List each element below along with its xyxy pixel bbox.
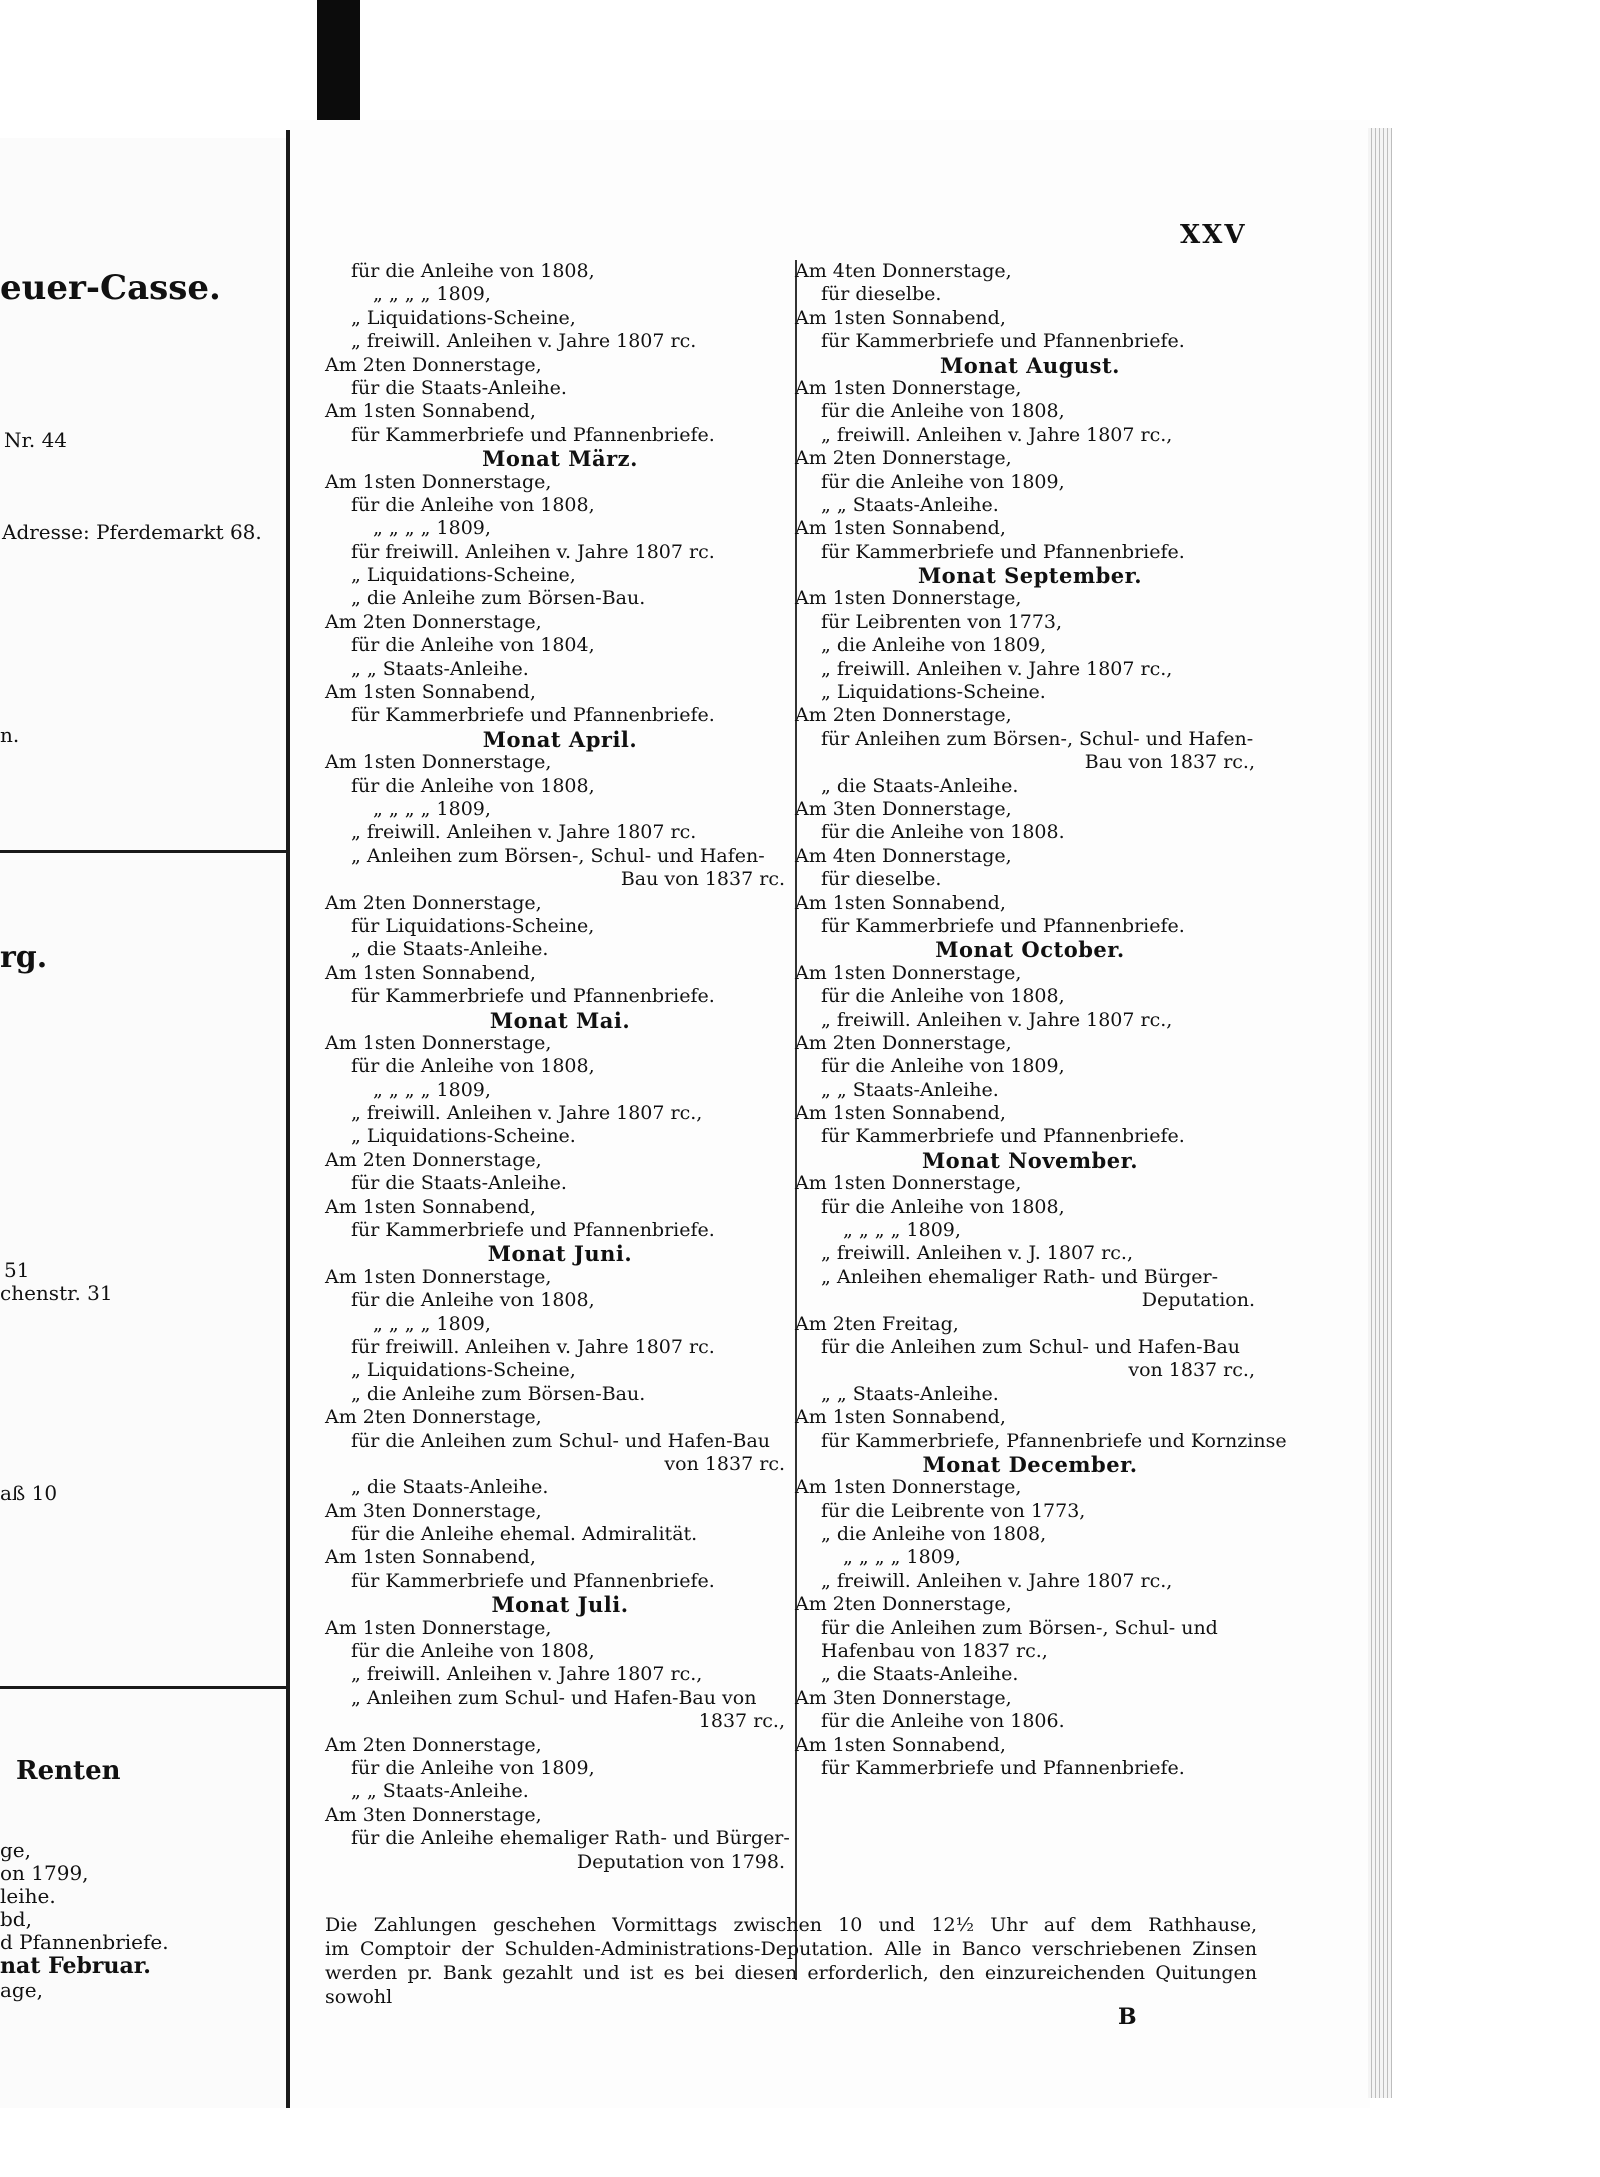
schedule-line: für die Anleihe von 1809, (821, 1055, 1065, 1078)
schedule-line: Deputation von 1798. (576, 1850, 785, 1873)
schedule-line: „ die Anleihe von 1808, (821, 1523, 1047, 1546)
schedule-line: Am 1sten Donnerstage, (795, 376, 1022, 399)
schedule-line: Deputation. (1141, 1289, 1255, 1312)
schedule-line: Am 3ten Donnerstage, (325, 1803, 542, 1826)
left-frag-ge2: age, (0, 1978, 43, 2002)
left-nr-44: Nr. 44 (4, 428, 68, 452)
ribbon-bookmark (317, 0, 360, 140)
payment-note-line-3: werden pr. Bank gezahlt und ist es bei diesen erforderlich, den einzureichenden Quitungen sowohl (325, 1962, 1257, 2008)
schedule-line: für die Anleihe von 1808, (821, 985, 1065, 1008)
month-heading: Monat Mai. (489, 1007, 631, 1033)
schedule-line: für dieselbe. (821, 283, 942, 306)
schedule-line: für die Anleihe von 1808, (351, 1640, 595, 1663)
left-page (0, 138, 289, 2108)
schedule-line: Am 1sten Donnerstage, (325, 1616, 552, 1639)
schedule-line: für Kammerbriefe und Pfannenbriefe. (351, 1219, 715, 1242)
schedule-line: „ freiwill. Anleihen v. Jahre 1807 rc., (351, 1102, 703, 1125)
schedule-line: „ freiwill. Anleihen v. Jahre 1807 rc., (821, 1008, 1173, 1031)
schedule-line: für die Anleihe von 1808, (821, 400, 1065, 423)
schedule-line: „ die Anleihe von 1809, (821, 634, 1047, 657)
schedule-line: Am 2ten Donnerstage, (795, 1593, 1012, 1616)
payment-note (325, 1913, 1257, 2009)
left-rule-2 (0, 1686, 286, 1689)
column-left (325, 260, 795, 1874)
schedule-line: für Liquidations-Scheine, (351, 914, 595, 937)
schedule-line: Am 4ten Donnerstage, (795, 260, 1012, 282)
schedule-line: „ „ „ „ 1809, (373, 797, 491, 820)
schedule-line: Am 1sten Sonnabend, (795, 891, 1006, 914)
schedule-line: Am 2ten Donnerstage, (325, 1733, 542, 1756)
schedule-line: Am 1sten Sonnabend, (325, 961, 536, 984)
month-heading: Monat November. (921, 1147, 1139, 1173)
schedule-line: für Anleihen zum Börsen-, Schul- und Hafen- (821, 727, 1254, 750)
schedule-line: Am 1sten Sonnabend, (795, 1733, 1006, 1756)
schedule-line: „ „ Staats-Anleihe. (351, 657, 529, 680)
schedule-line: „ die Staats-Anleihe. (821, 1663, 1019, 1686)
schedule-line: „ „ Staats-Anleihe. (821, 1078, 999, 1101)
schedule-line: Am 2ten Donnerstage, (325, 1406, 542, 1429)
schedule-line: für die Anleihe von 1808, (351, 1289, 595, 1312)
schedule-line: „ freiwill. Anleihen v. Jahre 1807 rc., (821, 423, 1173, 446)
schedule-line: für die Anleihe von 1809, (821, 470, 1065, 493)
schedule-line: Am 1sten Sonnabend, (795, 1102, 1006, 1125)
scan-bottom-margin (0, 2108, 1600, 2177)
schedule-line: Am 1sten Donnerstage, (325, 470, 552, 493)
left-frag-leihe: leihe. (0, 1884, 56, 1908)
schedule-line: „ Anleihen zum Börsen-, Schul- und Hafen- (351, 844, 765, 867)
page-edges (1368, 128, 1392, 2098)
left-fragment-n: n. (0, 723, 20, 747)
schedule-line: für Kammerbriefe und Pfannenbriefe. (821, 1757, 1185, 1779)
schedule-line: Am 1sten Sonnabend, (325, 681, 536, 704)
month-heading: Monat August. (940, 352, 1120, 378)
schedule-line: Am 2ten Donnerstage, (325, 353, 542, 376)
month-heading: Monat Juli. (491, 1592, 629, 1618)
schedule-line: „ die Staats-Anleihe. (351, 938, 549, 961)
schedule-line: „ „ „ „ 1809, (373, 1312, 491, 1335)
schedule-line: für die Anleihen zum Börsen-, Schul- und (821, 1616, 1218, 1639)
left-frag-1799: on 1799, (0, 1861, 89, 1885)
schedule-line: für die Anleihe von 1809, (351, 1757, 595, 1779)
left-frag-februar: nat Februar. (0, 1953, 151, 1979)
schedule-line: für die Anleihe von 1808, (351, 774, 595, 797)
month-heading: Monat April. (482, 726, 638, 752)
signature-mark: B (1118, 2004, 1137, 2030)
schedule-line: von 1837 rc., (1128, 1359, 1255, 1382)
schedule-line: „ Liquidations-Scheine. (351, 1125, 576, 1148)
payment-note-line-1: Die Zahlungen geschehen Vormittags zwischen 10 und 12½ Uhr auf dem Rathhause, (325, 1914, 1257, 1936)
schedule-line: Am 2ten Donnerstage, (795, 447, 1012, 470)
column-right (795, 260, 1287, 1780)
schedule-line: für die Anleihe von 1808, (351, 493, 595, 516)
schedule-line: „ die Staats-Anleihe. (821, 774, 1019, 797)
schedule-line: „ die Anleihe zum Börsen-Bau. (351, 587, 646, 610)
left-chenstr: chenstr. 31 (0, 1281, 113, 1305)
schedule-line: Hafenbau von 1837 rc., (821, 1640, 1048, 1663)
schedule-line: „ Anleihen zum Schul- und Hafen-Bau von (351, 1686, 757, 1709)
schedule-line: für freiwill. Anleihen v. Jahre 1807 rc. (351, 1335, 715, 1358)
schedule-line: „ „ „ „ 1809, (373, 1078, 491, 1101)
left-num-51: 51 (4, 1258, 30, 1282)
schedule-line: für die Anleihen zum Schul- und Hafen-Bau (351, 1429, 771, 1452)
month-heading: Monat December. (922, 1451, 1138, 1477)
left-address: Adresse: Pferdemarkt 68. (2, 520, 262, 544)
schedule-line: Am 4ten Donnerstage, (795, 844, 1012, 867)
schedule-line: Am 1sten Sonnabend, (325, 400, 536, 423)
schedule-line: Bau von 1837 rc. (620, 868, 785, 891)
schedule-line: Am 1sten Donnerstage, (325, 751, 552, 774)
schedule-line: für Leibrenten von 1773, (821, 610, 1063, 633)
schedule-line: für die Staats-Anleihe. (351, 376, 567, 399)
schedule-line: Am 1sten Sonnabend, (795, 517, 1006, 540)
schedule-line: „ Anleihen ehemaliger Rath- und Bürger- (821, 1265, 1219, 1288)
schedule-line: für Kammerbriefe und Pfannenbriefe. (351, 704, 715, 727)
schedule-line: Am 3ten Donnerstage, (325, 1499, 542, 1522)
schedule-line: „ Liquidations-Scheine, (351, 1359, 576, 1382)
page-number: XXV (1180, 220, 1247, 250)
schedule-line: Am 3ten Donnerstage, (795, 1686, 1012, 1709)
schedule-line: „ „ „ „ 1809, (843, 1219, 961, 1242)
schedule-line: „ freiwill. Anleihen v. Jahre 1807 rc. (351, 821, 697, 844)
schedule-line: für die Staats-Anleihe. (351, 1172, 567, 1195)
schedule-line: für die Anleihe ehemal. Admiralität. (351, 1523, 698, 1546)
schedule-line: „ „ Staats-Anleihe. (821, 493, 999, 516)
schedule-line: für Kammerbriefe, Pfannenbriefe und Kornzinse (821, 1429, 1287, 1452)
schedule-line: „ freiwill. Anleihen v. J. 1807 rc., (821, 1242, 1133, 1265)
schedule-line: „ Liquidations-Scheine, (351, 306, 576, 329)
schedule-line: „ die Anleihe zum Börsen-Bau. (351, 1382, 646, 1405)
schedule-line: „ freiwill. Anleihen v. Jahre 1807 rc., (821, 1569, 1173, 1592)
left-renten: Renten (16, 1756, 121, 1786)
schedule-line: „ freiwill. Anleihen v. Jahre 1807 rc., (821, 657, 1173, 680)
left-heading-casse: euer-Casse. (0, 268, 221, 308)
left-frag-pfannen: d Pfannenbriefe. (0, 1930, 169, 1954)
schedule-line: 1837 rc., (698, 1710, 785, 1733)
schedule-line: Am 1sten Donnerstage, (325, 1031, 552, 1054)
schedule-line: Am 1sten Donnerstage, (325, 1265, 552, 1288)
schedule-line: für die Leibrente von 1773, (821, 1499, 1086, 1522)
schedule-line: für die Anleihe ehemaliger Rath- und Bürger- (351, 1827, 790, 1850)
schedule-line: für die Anleihe von 1808, (821, 1195, 1065, 1218)
schedule-line: Am 2ten Donnerstage, (325, 891, 542, 914)
schedule-line: „ freiwill. Anleihen v. Jahre 1807 rc. (351, 330, 697, 353)
schedule-line: „ „ „ „ 1809, (843, 1546, 961, 1569)
schedule-line: Am 2ten Donnerstage, (795, 1031, 1012, 1054)
schedule-line: für Kammerbriefe und Pfannenbriefe. (821, 1125, 1185, 1148)
month-heading: Monat October. (935, 937, 1125, 963)
left-ass-10: aß 10 (0, 1481, 58, 1505)
left-heading-rg: rg. (0, 940, 48, 975)
schedule-line: Am 2ten Donnerstage, (795, 704, 1012, 727)
schedule-line: „ „ Staats-Anleihe. (821, 1382, 999, 1405)
schedule-line: Bau von 1837 rc., (1084, 751, 1255, 774)
schedule-line: für Kammerbriefe und Pfannenbriefe. (821, 330, 1185, 353)
schedule-line: Am 2ten Donnerstage, (325, 610, 542, 633)
schedule-line: Am 1sten Donnerstage, (795, 587, 1022, 610)
schedule-line: „ „ „ „ 1809, (373, 517, 491, 540)
schedule-line: Am 2ten Donnerstage, (325, 1148, 542, 1171)
schedule-line: für die Anleihe von 1808, (351, 260, 595, 282)
payment-note-line-2: im Comptoir der Schulden-Administrations-Deputation. Alle in Banco verschriebenen Zinsen (325, 1938, 1257, 1960)
schedule-line: für freiwill. Anleihen v. Jahre 1807 rc. (351, 540, 715, 563)
schedule-line: für die Anleihe von 1808, (351, 1055, 595, 1078)
scan-background (0, 0, 1600, 28)
schedule-line: für Kammerbriefe und Pfannenbriefe. (351, 985, 715, 1008)
schedule-line: für die Anleihe von 1808. (821, 821, 1065, 844)
schedule-line: Am 1sten Donnerstage, (795, 1476, 1022, 1499)
schedule-line: Am 1sten Donnerstage, (795, 1172, 1022, 1195)
schedule-line: für dieselbe. (821, 868, 942, 891)
schedule-line: Am 1sten Sonnabend, (795, 1406, 1006, 1429)
left-frag-bd: bd, (0, 1907, 32, 1931)
schedule-line: Am 3ten Donnerstage, (795, 797, 1012, 820)
month-heading: Monat März. (482, 446, 638, 472)
schedule-line: „ die Staats-Anleihe. (351, 1476, 549, 1499)
schedule-line: von 1837 rc. (664, 1452, 785, 1475)
schedule-line: für Kammerbriefe und Pfannenbriefe. (821, 540, 1185, 563)
month-heading: Monat September. (917, 563, 1143, 589)
schedule-line: Am 1sten Sonnabend, (325, 1546, 536, 1569)
schedule-line: Am 1sten Sonnabend, (325, 1195, 536, 1218)
schedule-line: „ freiwill. Anleihen v. Jahre 1807 rc., (351, 1663, 703, 1686)
schedule-line: Am 2ten Freitag, (795, 1312, 959, 1335)
schedule-line: für Kammerbriefe und Pfannenbriefe. (351, 423, 715, 446)
schedule-line: für Kammerbriefe und Pfannenbriefe. (821, 914, 1185, 937)
schedule-line: Am 1sten Sonnabend, (795, 306, 1006, 329)
schedule-line: für die Anleihen zum Schul- und Hafen-Bau (821, 1335, 1241, 1358)
schedule-line: „ „ Staats-Anleihe. (351, 1780, 529, 1803)
month-heading: Monat Juni. (487, 1241, 633, 1267)
right-page (290, 120, 1370, 2110)
schedule-line: für die Anleihe von 1804, (351, 634, 595, 657)
schedule-line: „ Liquidations-Scheine, (351, 564, 576, 587)
schedule-line: „ Liquidations-Scheine. (821, 681, 1046, 704)
schedule-line: für Kammerbriefe und Pfannenbriefe. (351, 1569, 715, 1592)
schedule-line: Am 1sten Donnerstage, (795, 961, 1022, 984)
schedule-line: für die Anleihe von 1806. (821, 1710, 1065, 1733)
left-frag-ge1: ge, (0, 1838, 31, 1862)
schedule-line: „ „ „ „ 1809, (373, 283, 491, 306)
left-rule-1 (0, 850, 286, 853)
